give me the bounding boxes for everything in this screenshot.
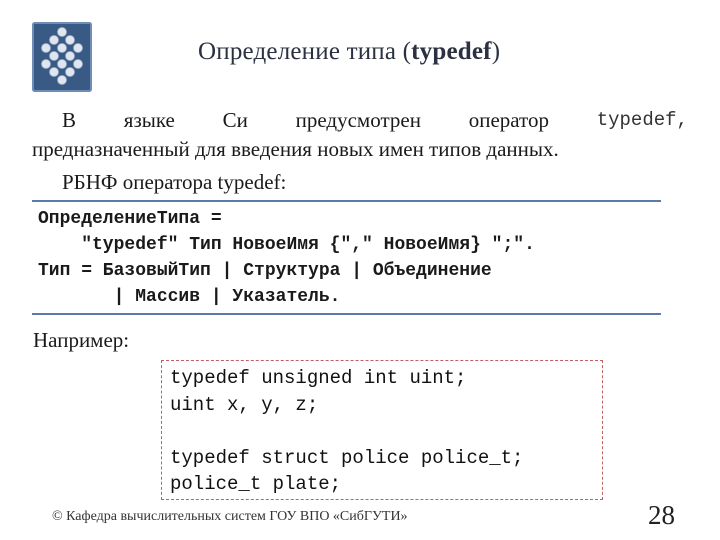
code-line-empty xyxy=(170,418,523,445)
code-line: police_t plate; xyxy=(170,473,342,495)
code-example-box xyxy=(161,360,603,500)
code-line: typedef struct police police_t; xyxy=(170,446,524,469)
bnf-line: ОпределениеТипа = xyxy=(38,209,222,229)
intro-word: языке xyxy=(123,108,175,132)
intro-line-1 xyxy=(32,106,688,135)
slide-title xyxy=(198,38,500,66)
intro-word: Си xyxy=(222,108,248,132)
bnf-block xyxy=(38,206,535,310)
footer-copyright: © Кафедра вычислительных систем ГОУ ВПО «СибГУТИ» xyxy=(52,509,408,524)
title-keyword: typedef xyxy=(411,38,492,65)
intro-line-2: предназначенный для введения новых имен типов данных. xyxy=(32,137,559,161)
code-line: uint x, y, z; xyxy=(170,393,319,416)
intro-word: В xyxy=(62,108,77,132)
title-prefix: Определение типа ( xyxy=(198,38,412,65)
title-suffix: ) xyxy=(491,38,501,65)
intro-paragraph xyxy=(32,106,688,164)
bnf-line: "typedef" Тип НовоеИмя {"," НовоеИмя} ";". xyxy=(38,235,535,255)
bnf-intro: РБНФ оператора typedef: xyxy=(62,170,287,194)
page-number: 28 xyxy=(648,500,675,530)
logo-icon xyxy=(32,22,92,92)
example-label: Например: xyxy=(33,328,130,352)
code-block xyxy=(170,365,523,498)
code-line: typedef unsigned int uint; xyxy=(170,367,467,389)
intro-keyword: typedef, xyxy=(596,109,688,131)
bnf-line: | Массив | Указатель. xyxy=(38,287,341,307)
intro-word: оператор xyxy=(468,108,549,132)
intro-word: предусмотрен xyxy=(295,108,421,132)
bnf-line: Тип = БазовыйТип | Структура | Объединение xyxy=(38,261,492,281)
bnf-bottom-rule xyxy=(32,313,661,315)
bnf-top-rule xyxy=(32,200,661,202)
